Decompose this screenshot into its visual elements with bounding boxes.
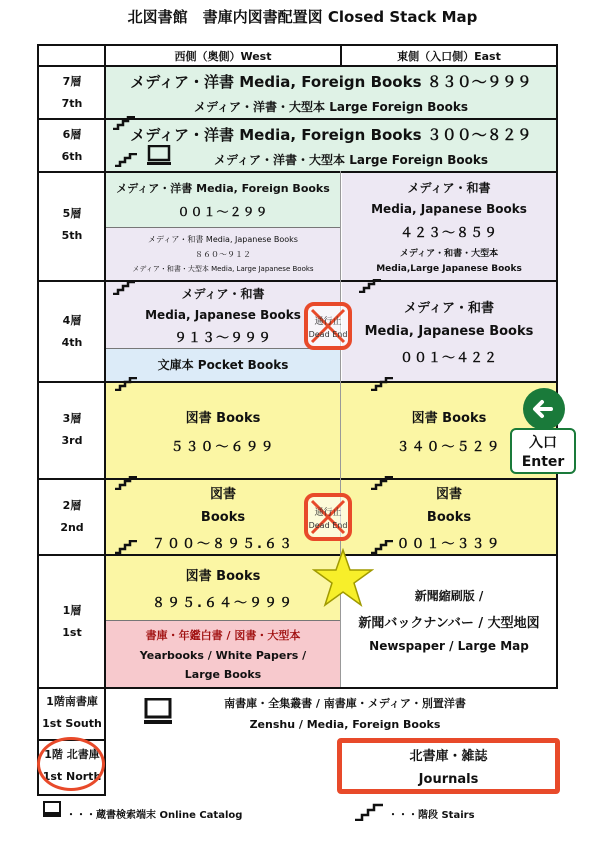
entrance-label: 入口 Enter [510,428,576,474]
floor3-east-text: 図書 Books ３４０～５２９ [396,410,502,455]
header-east-label: 東側（入口側）East [397,49,501,63]
stairs-icon [114,377,138,391]
stairs-icon [354,803,384,821]
floor5-west-top-text: メディア・洋書 Media, Foreign Books ００１～２９９ [116,182,330,219]
arrow-left-icon [522,387,566,431]
floor4-pocket-text: 文庫本 Pocket Books [157,358,289,372]
stairs-icon [112,281,136,295]
dead-end-marker-2f: 通行止 Dead End [304,493,352,541]
floor7-line1: メディア・洋書 Media, Foreign Books ８３０～９９９ [130,72,532,91]
stairs-icon [370,377,394,391]
stairs-icon [370,476,394,490]
floor5-west-bottom-text: メディア・和書 Media, Japanese Books ８６０～９１２ メディア・和書・大型本 Media, Large Japanese Books [132,234,314,273]
floor7-label: 7層 7th [61,75,83,110]
page-title: 北図書館 書庫内図書配置図 Closed Stack Map [127,8,478,26]
floor3-label: 3層 3rd [61,412,83,447]
star-icon [312,548,374,608]
south-text: 南書庫・全集叢書 / 南書庫・メディア・別置洋書 Zenshu / Media, Foreign Books [224,697,466,731]
computer-icon [143,698,173,726]
floor4-west-text: メディア・和書 Media, Japanese Books ９１３～９９９ [145,286,301,346]
floor6-line2: メディア・洋書・大型本 Large Foreign Books [214,152,488,167]
south-label: 1階南書庫 1st South [42,695,102,730]
north-highlight-circle [37,737,105,791]
computer-icon [146,145,172,167]
floor5-east-text: メディア・和書 Media, Japanese Books ４２３～８５９ メディア・和書・大型本 Media,Large Japanese Books [371,181,527,274]
floor3-west-text: 図書 Books ５３０～６９９ [170,410,276,455]
legend-stairs: ・・・階段 Stairs [388,810,475,821]
stairs-icon [358,279,382,293]
dead-end-marker-4f: 通行止 Dead End [304,302,352,350]
floor6-text [106,120,556,171]
floor1-west-bottom-text: 書庫・年鑑白書 / 図書・大型本 Yearbooks / White Papers / Large Books [139,628,307,681]
stairs-icon [112,116,136,130]
floor2-west-text: 図書 Books ７００～８９５.６３ [152,486,294,552]
floor6-label: 6層 6th [61,128,83,163]
stairs-icon [114,540,138,554]
header-west [106,46,340,65]
floor1-east-text: 新聞縮刷版 / 新聞バックナンバー / 大型地図 Newspaper / Large Map [358,589,540,653]
floor4-east-text: メディア・和書 Media, Japanese Books ００１～４２２ [364,301,534,366]
floor1-label: 1層 1st [62,604,82,639]
journals-box: 北書庫・雑誌 Journals [337,738,560,794]
floor7-text [106,67,556,118]
stairs-icon [114,153,138,167]
floor2-label: 2層 2nd [60,499,84,534]
floor5-label: 5層 5th [61,207,83,242]
stairs-icon [114,476,138,490]
north-label: 1階 北書庫 1st North [42,748,102,783]
floor7-line2: メディア・洋書・大型本 Large Foreign Books [194,99,468,114]
header-east [342,46,556,65]
computer-icon [42,801,62,818]
floor1-west-top-text: 図書 Books ８９５.６４～９９９ [152,569,294,611]
floor6-line1: メディア・洋書 Media, Foreign Books ３００～８２９ [130,125,532,144]
legend-catalog: ・・・蔵書検索端末 Online Catalog [66,810,243,821]
floor2-east-text: 図書 Books ００１～３３９ [396,486,502,552]
floor4-label: 4層 4th [61,314,83,349]
header-west-label: 西側（奥側）West [174,49,272,63]
